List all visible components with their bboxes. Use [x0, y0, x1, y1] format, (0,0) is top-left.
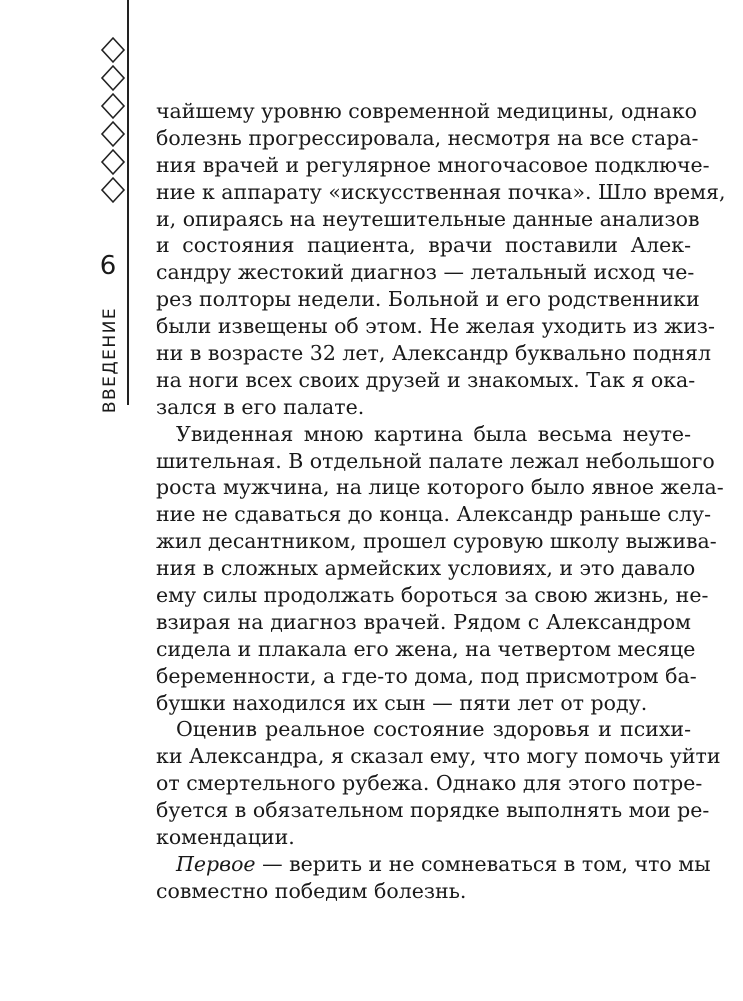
text-line: ние не сдаваться до конца. Александр раньше слу-	[156, 502, 712, 527]
text-line: Оценив реальное состояние здоровья и психи-	[176, 717, 691, 742]
text-line: сандру жестокий диагноз — летальный исход че-	[156, 260, 695, 285]
text-line: комендации.	[156, 825, 295, 850]
diamond-outline-icon	[100, 176, 126, 204]
diamond-outline-icon	[100, 120, 126, 148]
text-line: сидела и плакала его жена, на четвертом месяце	[156, 636, 696, 661]
ornament-column	[100, 36, 126, 204]
text-line: на ноги всех своих друзей и знакомых. Так я ока-	[156, 367, 696, 392]
text-line: и, опираясь на неутешительные данные анализов	[156, 206, 700, 231]
text-line: зался в его палате.	[156, 394, 365, 419]
text-line: ему силы продолжать бороться за свою жизнь, не-	[156, 583, 709, 608]
text-line: бушки находился их сын — пяти лет от роду.	[156, 690, 648, 715]
margin-rule	[127, 0, 129, 405]
text-line: болезнь прогрессировала, несмотря на все стара-	[156, 125, 699, 150]
text-line: буется в обязательном порядке выполнять мои ре-	[156, 798, 710, 823]
text-line: были извещены об этом. Не желая уходить из жиз-	[156, 314, 715, 339]
diamond-outline-icon	[100, 148, 126, 176]
body-text	[156, 98, 726, 905]
text-line: шительная. В отдельной палате лежал небольшого	[156, 448, 715, 473]
text-line: ния врачей и регулярное многочасовое подключе-	[156, 152, 710, 177]
text-line: чайшему уровню современной медицины, однако	[156, 99, 698, 123]
text-line: ки Александра, я сказал ему, что могу помочь уйти	[156, 744, 721, 769]
text-line: рез полторы недели. Больной и его родственники	[156, 287, 700, 312]
text-line: жил десантником, прошел суровую школу выжива-	[156, 529, 717, 554]
text-line: роста мужчина, на лице которого было явное жела-	[156, 475, 724, 500]
text-line: ния в сложных армейских условиях, и это давало	[156, 556, 696, 581]
diamond-outline-icon	[100, 64, 126, 92]
page-number: 6	[99, 251, 117, 281]
text-line: ни в возрасте 32 лет, Александр буквально поднял	[156, 341, 711, 366]
text-line: и состояния пациента, врачи поставили Алек-	[156, 233, 691, 258]
text-line: ние к аппарату «искусственная почка». Шло время,	[156, 179, 726, 204]
text-line: беременности, а где-то дома, под присмотром ба-	[156, 663, 697, 688]
text-fragment: — верить и не сомневаться в том, что мы	[255, 851, 711, 876]
text-line: взирая на диагноз врачей. Рядом с Александром	[156, 609, 691, 634]
diamond-outline-icon	[100, 92, 126, 120]
text-line	[156, 851, 711, 878]
text-line: Увиденная мною картина была весьма неуте-	[176, 421, 691, 446]
emphasis-first: Первое	[176, 851, 256, 876]
diamond-outline-icon	[100, 36, 126, 64]
running-head: ВВЕДЕНИЕ	[100, 306, 120, 414]
text-line: совместно победим болезнь.	[156, 878, 467, 903]
text-line: от смертельного рубежа. Однако для этого потре-	[156, 771, 703, 796]
